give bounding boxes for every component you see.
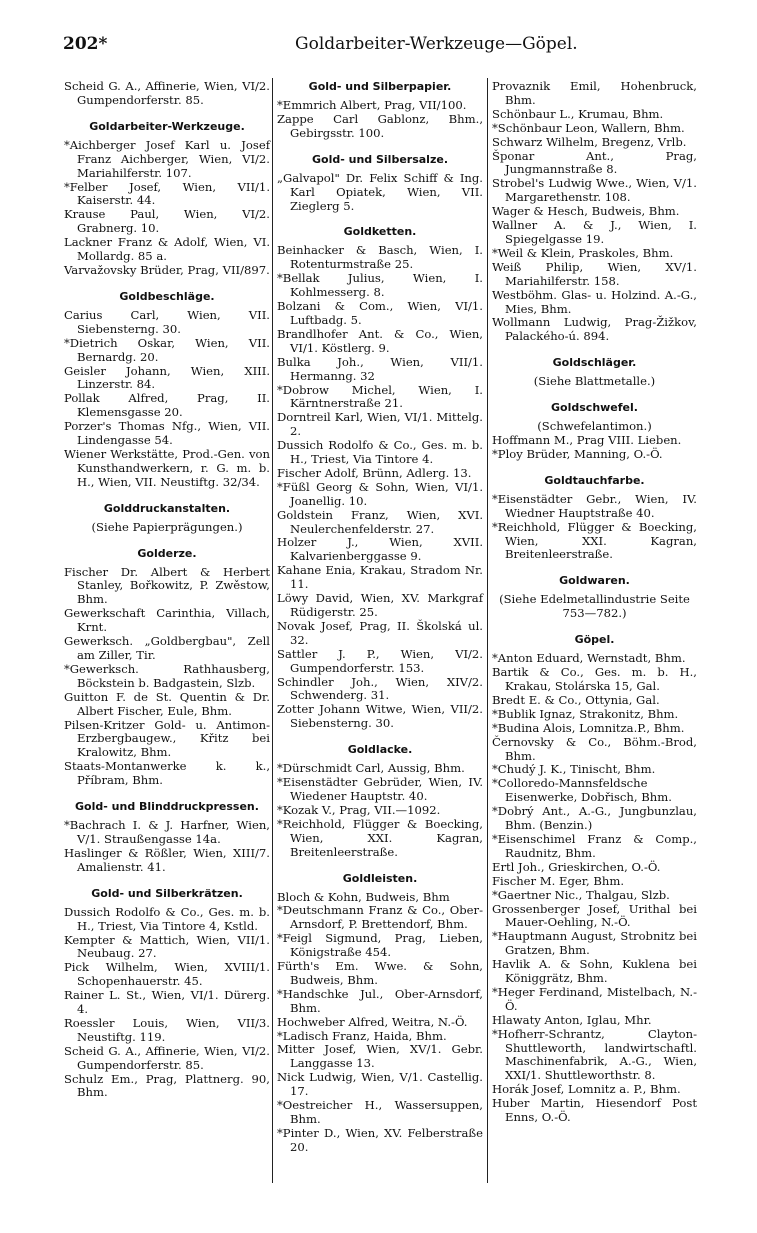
directory-entry: *Feigl Sigmund, Prag, Lieben, Königstraße 454. <box>277 931 483 960</box>
directory-entry: *Colloredo-Mannsfeldsche Eisenwerke, Dobřisch, Bhm. <box>492 776 672 805</box>
directory-entry: *Hauptmann August, Strobnitz bei Gratzen, Bhm. <box>492 929 697 958</box>
column-divider <box>272 78 273 1183</box>
directory-entry: Dorntreil Karl, Wien, VI/1. Mittelg. 2. <box>277 410 483 439</box>
directory-entry: Dussich Rodolfo & Co., Ges. m. b. H., Triest, Via Tintore 4. <box>277 438 483 467</box>
directory-entry: Wager & Hesch, Budweis, Bhm. <box>492 204 680 219</box>
section-heading: Golderze. <box>137 546 197 560</box>
directory-entry: *Heger Ferdinand, Mistelbach, N.-Ö. <box>492 984 697 1013</box>
directory-entry: Zotter Johann Witwe, Wien, VII/2. Siebensterng. 30. <box>277 702 483 731</box>
directory-entry: Dussich Rodolfo & Co., Ges. m. b. H., Triest, Via Tintore 4, Kstld. <box>64 904 270 933</box>
section-heading: Golddruckanstalten. <box>103 501 231 515</box>
directory-entry: *Dietrich Oskar, Wien, VII. Bernardg. 20. <box>64 335 270 364</box>
column-2 <box>277 80 483 1155</box>
directory-entry: *Ladisch Franz, Haida, Bhm. <box>277 1028 447 1043</box>
directory-entry: *Gewerksch. Rathhausberg, Böckstein b. Badgastein, Slzb. <box>64 661 270 690</box>
directory-entry: Wollmann Ludwig, Prag-Žižkov, Palackého-ú. 894. <box>492 315 697 344</box>
cross-reference-note: (Schwefelantimon.) <box>537 419 652 434</box>
directory-entry: Pollak Alfred, Prag, II. Klemensgasse 20. <box>64 391 270 420</box>
directory-entry: Westböhm. Glas- u. Holzind. A.-G., Mies, Bhm. <box>492 287 697 316</box>
directory-entry: Fürth's Em. Wwe. & Sohn, Budweis, Bhm. <box>277 959 483 987</box>
directory-entry: *Hofherr-Schrantz, Clayton-Shuttleworth, landwirtschaftl. Maschinenfabrik, A.-G., Wien, XXI/1. Shuttleworthstr. 8. <box>492 1026 697 1083</box>
section-heading: Gold- und Blinddruckpressen. <box>75 800 259 814</box>
directory-entry: *Dobrý Ant., A.-G., Jungbunzlau, Bhm. (Benzin.) <box>492 804 697 833</box>
directory-entry: Kempter & Mattich, Wien, VII/1. Neubaug. 27. <box>64 932 270 961</box>
directory-entry: Krause Paul, Wien, VI/2. Grabnerg. 10. <box>64 207 270 236</box>
directory-entry: Bredt E. & Co., Ottynia, Gal. <box>492 692 660 707</box>
directory-entry: Brandlhofer Ant. & Co., Wien, VI/1. Köstlerg. 9. <box>277 326 483 355</box>
directory-entry: Gewerkschaft Carinthia, Villach, Krnt. <box>64 606 270 635</box>
cross-reference-note: (Siehe Blattmetalle.) <box>533 374 656 389</box>
page-header <box>63 34 743 60</box>
directory-entry: Ertl Joh., Grieskirchen, O.-Ö. <box>492 859 661 874</box>
column-3 <box>492 80 697 1125</box>
directory-entry: Scheid G. A., Affinerie, Wien, VI/2. Gumpendorferstr. 85. <box>64 1043 270 1072</box>
directory-entry: *Füßl Georg & Sohn, Wien, VI/1. Joanellig. 10. <box>277 479 483 508</box>
page-title: Goldarbeiter-Werkzeuge—Göpel. <box>295 34 578 54</box>
directory-entry: Hochweber Alfred, Weitra, N.-Ö. <box>277 1014 468 1029</box>
directory-entry: Pilsen-Kritzer Gold- u. Antimon-Erzbergbaugew., Křitz bei Kralowitz, Bhm. <box>64 717 270 760</box>
directory-entry: *Eisenstädter Gebr., Wien, IV. Wiedner Hauptstraße 40. <box>492 491 697 520</box>
directory-entry: Fischer Dr. Albert & Herbert Stanley, Bořkowitz, P. Zwěstow, Bhm. <box>64 564 270 607</box>
directory-entry: Schönbaur L., Krumau, Bhm. <box>492 106 664 121</box>
directory-entry: *Chudý J. K., Tinischt, Bhm. <box>492 762 656 777</box>
directory-entry: *Emmrich Albert, Prag, VII/100. <box>277 98 467 112</box>
directory-entry: Weiß Philip, Wien, XV/1. Mariahilferstr. 158. <box>492 259 697 288</box>
directory-entry: *Gaertner Nic., Thalgau, Slzb. <box>492 887 670 902</box>
directory-entry: *Aichberger Josef Karl u. Josef Franz Aichberger, Wien, VI/2. Mariahilferstr. 107. <box>64 137 270 180</box>
directory-entry: *Weil & Klein, Praskoles, Bhm. <box>492 245 674 260</box>
directory-entry: Bolzani & Com., Wien, VI/1. Luftbadg. 5. <box>277 299 483 327</box>
directory-entry: Roessler Louis, Wien, VII/3. Neustiftg. 119. <box>64 1015 270 1044</box>
directory-entry: Pick Wilhelm, Wien, XVIII/1. Schopenhauerstr. 45. <box>64 960 270 989</box>
directory-entry: Scheid G. A., Affinerie, Wien, VI/2. Gumpendorferstr. 85. <box>64 79 270 107</box>
directory-entry: Staats-Montanwerke k. k., Příbram, Bhm. <box>64 759 270 788</box>
directory-entry: Bartik & Co., Ges. m. b. H., Krakau, Stolárska 15, Gal. <box>492 665 697 693</box>
section-heading: Goldbeschläge. <box>119 289 215 303</box>
directory-entry: Porzer's Thomas Nfg., Wien, VII. Lindengasse 54. <box>64 419 270 448</box>
directory-entry: Rainer L. St., Wien, VI/1. Dürerg. 4. <box>64 988 270 1017</box>
directory-entry: Geisler Johann, Wien, XIII. Linzerstr. 84. <box>64 363 270 392</box>
directory-entry: Schindler Joh., Wien, XIV/2. Schwenderg. 31. <box>277 674 483 703</box>
directory-entry: Schwarz Wilhelm, Bregenz, Vrlb. <box>492 134 687 149</box>
section-heading: Gold- und Silberkrätzen. <box>91 886 243 900</box>
directory-entry: Bloch & Kohn, Budweis, Bhm <box>277 889 450 904</box>
section-heading: Goldschläger. <box>552 356 637 370</box>
section-heading: Gold- und Silbersalze. <box>312 152 448 166</box>
directory-entry: Fischer M. Eger, Bhm. <box>492 873 625 888</box>
column-1 <box>64 80 270 1100</box>
section-heading: Goldketten. <box>343 225 417 239</box>
directory-entry: *Eisenstädter Gebrüder, Wien, IV. Wiedener Hauptstr. 40. <box>277 775 483 803</box>
directory-entry: Strobel's Ludwig Wwe., Wien, V/1. Margarethenstr. 108. <box>492 176 697 205</box>
directory-entry: Goldstein Franz, Wien, XVI. Neulerchenfelderstr. 27. <box>277 507 483 536</box>
directory-entry: Huber Martin, Hiesendorf Post Enns, O.-Ö. <box>492 1096 697 1125</box>
directory-entry: Lackner Franz & Adolf, Wien, VI. Mollardg. 85 a. <box>64 235 270 264</box>
directory-entry: *Budina Alois, Lomnitza.P., Bhm. <box>492 720 685 735</box>
section-heading: Goldtauchfarbe. <box>544 473 645 487</box>
directory-entry: Löwy David, Wien, XV. Markgraf Rüdigerstr. 25. <box>277 591 483 619</box>
directory-entry: Varvažovsky Brüder, Prag, VII/897. <box>64 262 270 277</box>
directory-entry: „Galvapol" Dr. Felix Schiff & Ing. Karl Opiatek, Wien, VII. Zieglerg 5. <box>277 170 483 213</box>
directory-entry: *Reichhold, Flügger & Boecking, Wien, XXI. Kagran, Breitenleerstraße. <box>277 816 483 859</box>
section-heading: Goldleisten. <box>342 871 418 885</box>
directory-entry: Guitton F. de St. Quentin & Dr. Albert Fischer, Eule, Bhm. <box>64 689 270 718</box>
directory-entry: Mitter Josef, Wien, XV/1. Gebr. Langgasse 13. <box>277 1042 483 1071</box>
directory-entry: *Deutschmann Franz & Co., Ober-Arnsdorf, P. Brettendorf, Bhm. <box>277 903 483 932</box>
directory-entry: *Pinter D., Wien, XV. Felberstraße 20. <box>277 1125 483 1154</box>
directory-entry: Horák Josef, Lomnitz a. P., Bhm. <box>492 1082 681 1097</box>
directory-entry: Černovsky & Co., Böhm.-Brod, Bhm. <box>492 734 697 763</box>
directory-entry: Haslinger & Rößler, Wien, XIII/7. Amalienstr. 41. <box>64 845 270 874</box>
directory-entry: Wallner A. & J., Wien, I. Spiegelgasse 19. <box>492 218 697 246</box>
directory-entry: *Schönbaur Leon, Wallern, Bhm. <box>492 120 685 135</box>
section-heading: Göpel. <box>574 633 615 647</box>
section-heading: Gold- und Silberpapier. <box>308 80 452 93</box>
directory-entry: Havlik A. & Sohn, Kuklena bei Königgrätz, Bhm. <box>492 957 697 986</box>
section-heading: Goldwaren. <box>559 574 630 588</box>
directory-entry: Hoffmann M., Prag VIII. Lieben. <box>492 433 682 448</box>
column-divider <box>487 78 488 1183</box>
section-heading: Goldlacke. <box>347 743 413 757</box>
directory-entry: *Bellak Julius, Wien, I. Kohlmesserg. 8. <box>277 271 483 300</box>
directory-entry: *Dürschmidt Carl, Aussig, Bhm. <box>277 761 465 776</box>
directory-entry: Provaznik Emil, Hohenbruck, Bhm. <box>492 79 697 107</box>
directory-entry: *Reichhold, Flügger & Boecking, Wien, XXI. Kagran, Breitenleerstraße. <box>492 519 697 562</box>
directory-entry: Grossenberger Josef, Urithal bei Mauer-Oehling, N.-Ö. <box>492 901 697 930</box>
cross-reference-note: (Siehe Edelmetallindustrie Seite 753—782.) <box>499 592 690 621</box>
directory-entry: Carius Carl, Wien, VII. Siebensterng. 30. <box>64 307 270 336</box>
directory-entry: *Bublik Ignaz, Strakonitz, Bhm. <box>492 706 679 721</box>
directory-entry: Schulz Em., Prag, Plattnerg. 90, Bhm. <box>64 1071 270 1100</box>
directory-entry: *Oestreicher H., Wassersuppen, Bhm. <box>277 1098 483 1126</box>
section-heading: Goldarbeiter-Werkzeuge. <box>89 119 245 133</box>
directory-entry: *Handschke Jul., Ober-Arnsdorf, Bhm. <box>277 986 483 1015</box>
directory-entry: Gewerksch. „Goldbergbau", Zell am Ziller, Tir. <box>64 634 270 662</box>
directory-entry: *Felber Josef, Wien, VII/1. Kaiserstr. 44. <box>64 179 270 208</box>
directory-entry: Wiener Werkstätte, Prod.-Gen. von Kunsthandwerkern, r. G. m. b. H., Wien, VII. Neustiftg. 32/34. <box>64 446 270 489</box>
directory-entry: Beinhacker & Basch, Wien, I. Rotenturmstraße 25. <box>277 243 483 272</box>
directory-entry: Šponar Ant., Prag, Jungmannstraße 8. <box>492 148 697 177</box>
directory-entry: *Dobrow Michel, Wien, I. Kärntnerstraße 21. <box>277 382 483 411</box>
directory-entry: *Bachrach I. & J. Harfner, Wien, V/1. Straußengasse 14a. <box>64 818 270 846</box>
directory-entry: Zappe Carl Gablonz, Bhm., Gebirgsstr. 100. <box>277 111 483 140</box>
directory-entry: *Anton Eduard, Wernstadt, Bhm. <box>492 651 686 666</box>
directory-entry: Hlawaty Anton, Iglau, Mhr. <box>492 1012 652 1027</box>
directory-entry: *Eisenschimel Franz & Comp., Raudnitz, Bhm. <box>492 831 697 860</box>
page-number: 202* <box>63 34 108 54</box>
directory-entry: Fischer Adolf, Brünn, Adlerg. 13. <box>277 465 472 480</box>
directory-entry: *Kozak V., Prag, VII.—1092. <box>277 802 441 817</box>
section-heading: Goldschwefel. <box>551 401 638 415</box>
directory-entry: Kahane Enia, Krakau, Stradom Nr. 11. <box>277 563 483 592</box>
directory-entry: Novak Josef, Prag, II. Školská ul. 32. <box>277 618 483 647</box>
directory-entry: Holzer J., Wien, XVII. Kalvarienberggasse 9. <box>277 535 483 564</box>
directory-entry: Sattler J. P., Wien, VI/2. Gumpendorferstr. 153. <box>277 646 483 675</box>
directory-entry: Nick Ludwig, Wien, V/1. Castellig. 17. <box>277 1070 483 1099</box>
directory-entry: Bulka Joh., Wien, VII/1. Hermanng. 32 <box>277 354 483 383</box>
cross-reference-note: (Siehe Papierprägungen.) <box>91 519 243 534</box>
directory-entry: *Ploy Brüder, Manning, O.-Ö. <box>492 446 663 461</box>
